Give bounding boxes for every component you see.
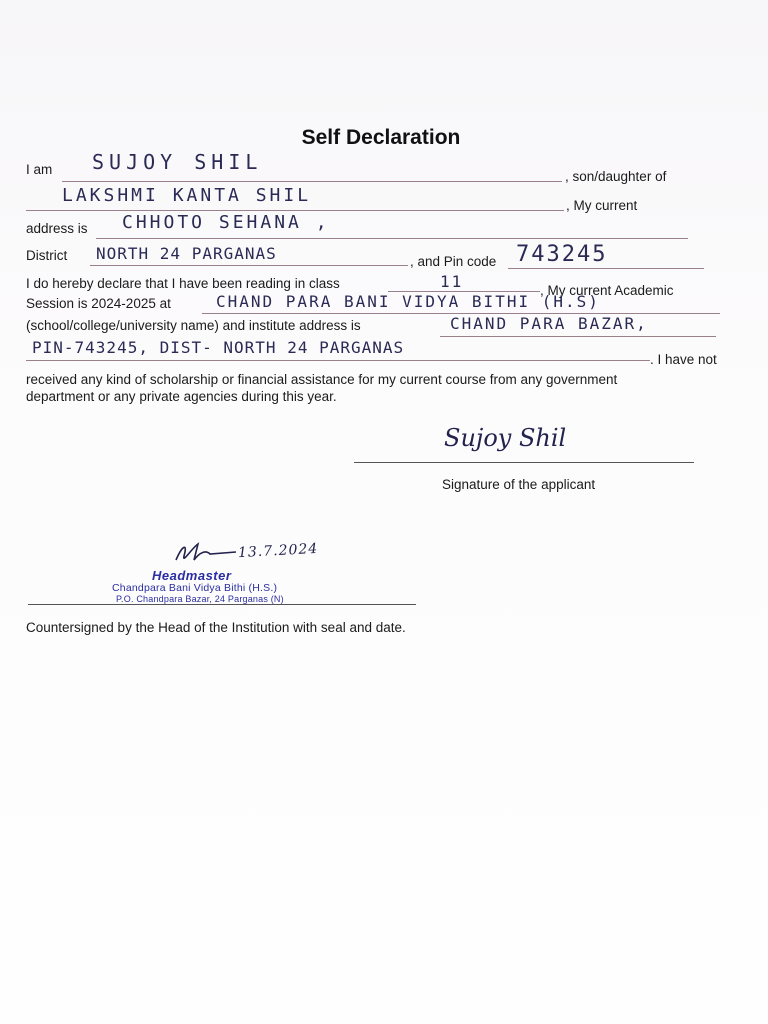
- institute-address-field[interactable]: CHAND PARA BAZAR,: [450, 314, 648, 333]
- name-underline: [62, 181, 562, 182]
- label-declare-class: I do hereby declare that I have been reading in class: [26, 276, 340, 291]
- pin-district-underline: [26, 360, 650, 361]
- label-son-daughter: , son/daughter of: [565, 169, 667, 184]
- applicant-signature-line: [354, 462, 694, 463]
- headmaster-signature-line: [28, 604, 416, 605]
- label-session: Session is 2024-2025 at: [26, 296, 171, 311]
- class-field[interactable]: 11: [440, 272, 464, 291]
- label-address-is: address is: [26, 221, 88, 236]
- headmaster-seal-title: Headmaster: [152, 568, 232, 583]
- page-title: Self Declaration: [301, 126, 461, 149]
- label-district: District: [26, 248, 68, 263]
- label-school-name: (school/college/university name) and institute address is: [26, 318, 361, 333]
- pin-code-underline: [508, 268, 704, 269]
- institute-pin-district-field[interactable]: PIN-743245, DIST- NORTH 24 PARGANAS: [32, 338, 405, 357]
- label-current-academic: , My current Academic: [540, 283, 674, 298]
- district-underline: [90, 265, 408, 266]
- declaration-body-line-2: department or any private agencies during this year.: [26, 389, 337, 404]
- applicant-signature-label: Signature of the applicant: [442, 477, 596, 492]
- applicant-signature: Sujoy Shil: [444, 424, 567, 452]
- headmaster-signature-date: 13.7.2024: [237, 540, 319, 562]
- parent-name-underline: [26, 210, 564, 211]
- parent-name-field[interactable]: LAKSHMI KANTA SHIL: [62, 185, 312, 206]
- district-field[interactable]: NORTH 24 PARGANAS: [96, 244, 277, 263]
- address-field[interactable]: CHHOTO SEHANA ,: [122, 212, 330, 233]
- institute-address-underline: [440, 336, 716, 337]
- label-my-current: , My current: [566, 198, 638, 213]
- declaration-body-line-1: received any kind of scholarship or financial assistance for my current course from any government: [26, 372, 618, 387]
- address-underline: [96, 238, 688, 239]
- institute-name-field[interactable]: CHAND PARA BANI VIDYA BITHI (H.S): [216, 292, 600, 311]
- label-pin-code: , and Pin code: [410, 254, 497, 269]
- headmaster-seal-school: Chandpara Bani Vidya Bithi (H.S.): [112, 582, 278, 594]
- label-i-am: I am: [26, 162, 53, 177]
- label-have-not: . I have not: [650, 352, 717, 367]
- pin-code-field[interactable]: 743245: [516, 242, 608, 267]
- applicant-name-field[interactable]: SUJOY SHIL: [92, 150, 263, 174]
- countersign-label: Countersigned by the Head of the Institution with seal and date.: [26, 620, 406, 635]
- headmaster-signature-scribble: [170, 538, 240, 568]
- headmaster-seal-address: P.O. Chandpara Bazar, 24 Parganas (N): [116, 594, 284, 604]
